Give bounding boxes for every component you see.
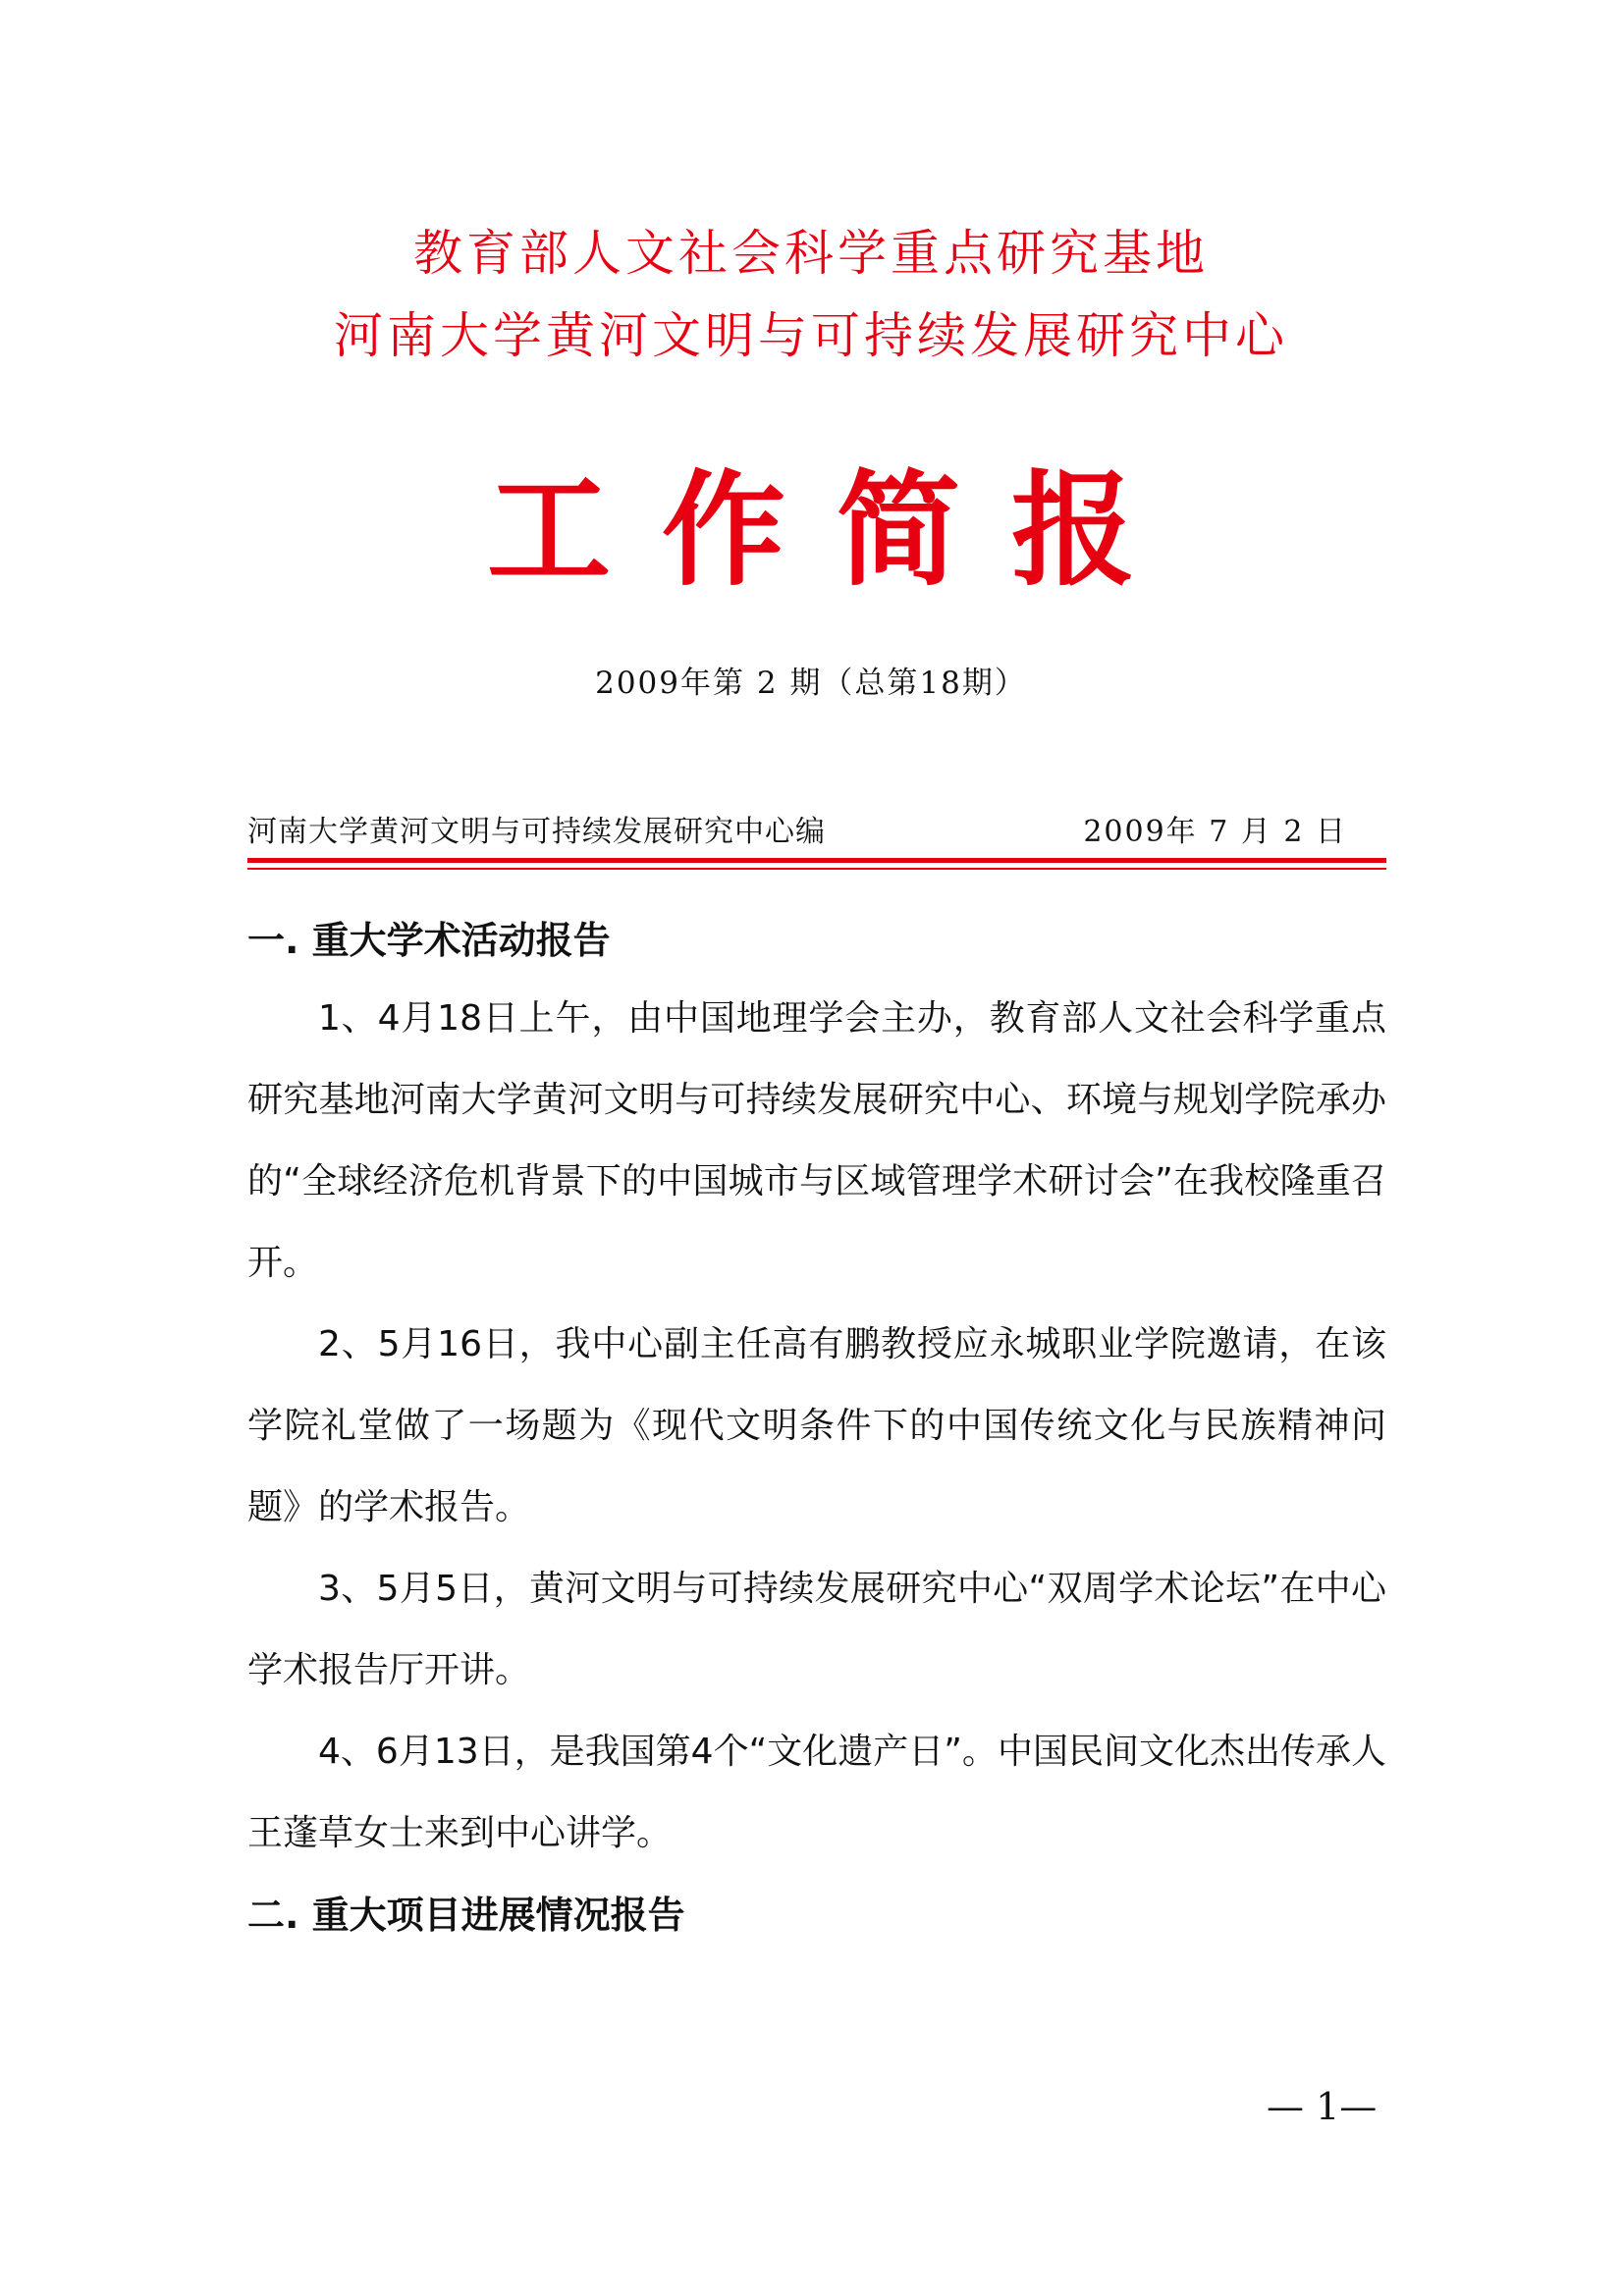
organization-line-2: 河南大学黄河文明与可持续发展研究中心: [334, 307, 1288, 364]
body-paragraph: 2、5月16日，我中心副主任高有鹏教授应永城职业学院邀请，在该学院礼堂做了一场题为《现代文明条件下的中国传统文化与民族精神问题》的学术报告。: [247, 1324, 1386, 1527]
meta-line: [247, 807, 1386, 850]
header-divider-thin: [247, 868, 1386, 870]
page-number: — 1—: [1267, 2085, 1378, 2128]
body-paragraph: 4、6月13日，是我国第4个“文化遗产日”。中国民间文化杰出传承人王蓬草女士来到中心讲学。: [247, 1732, 1386, 1853]
editor-label: 河南大学黄河文明与可持续发展研究中心编: [247, 815, 826, 849]
issue-number: 2009年第 2 期（总第18期）: [595, 666, 1027, 701]
document-title: 工作简报: [487, 458, 1186, 603]
section-heading: 一. 重大学术活动报告: [247, 919, 611, 962]
document-body: [247, 903, 1386, 1952]
section-heading: 二. 重大项目进展情况报告: [247, 1894, 685, 1937]
body-paragraph: 1、4月18日上午，由中国地理学会主办，教育部人文社会科学重点研究基地河南大学黄河文明与可持续发展研究中心、环境与规划学院承办的“全球经济危机背景下的中国城市与区域管理学术研讨会”在我校隆重召开。: [247, 998, 1386, 1283]
organization-line-1: 教育部人文社会科学重点研究基地: [413, 225, 1209, 282]
publish-date: 2009年 7 月 2 日: [1083, 815, 1347, 849]
body-paragraph: 3、5月5日，黄河文明与可持续发展研究中心“双周学术论坛”在中心学术报告厅开讲。: [247, 1569, 1386, 1690]
header-divider-thick: [247, 858, 1386, 863]
